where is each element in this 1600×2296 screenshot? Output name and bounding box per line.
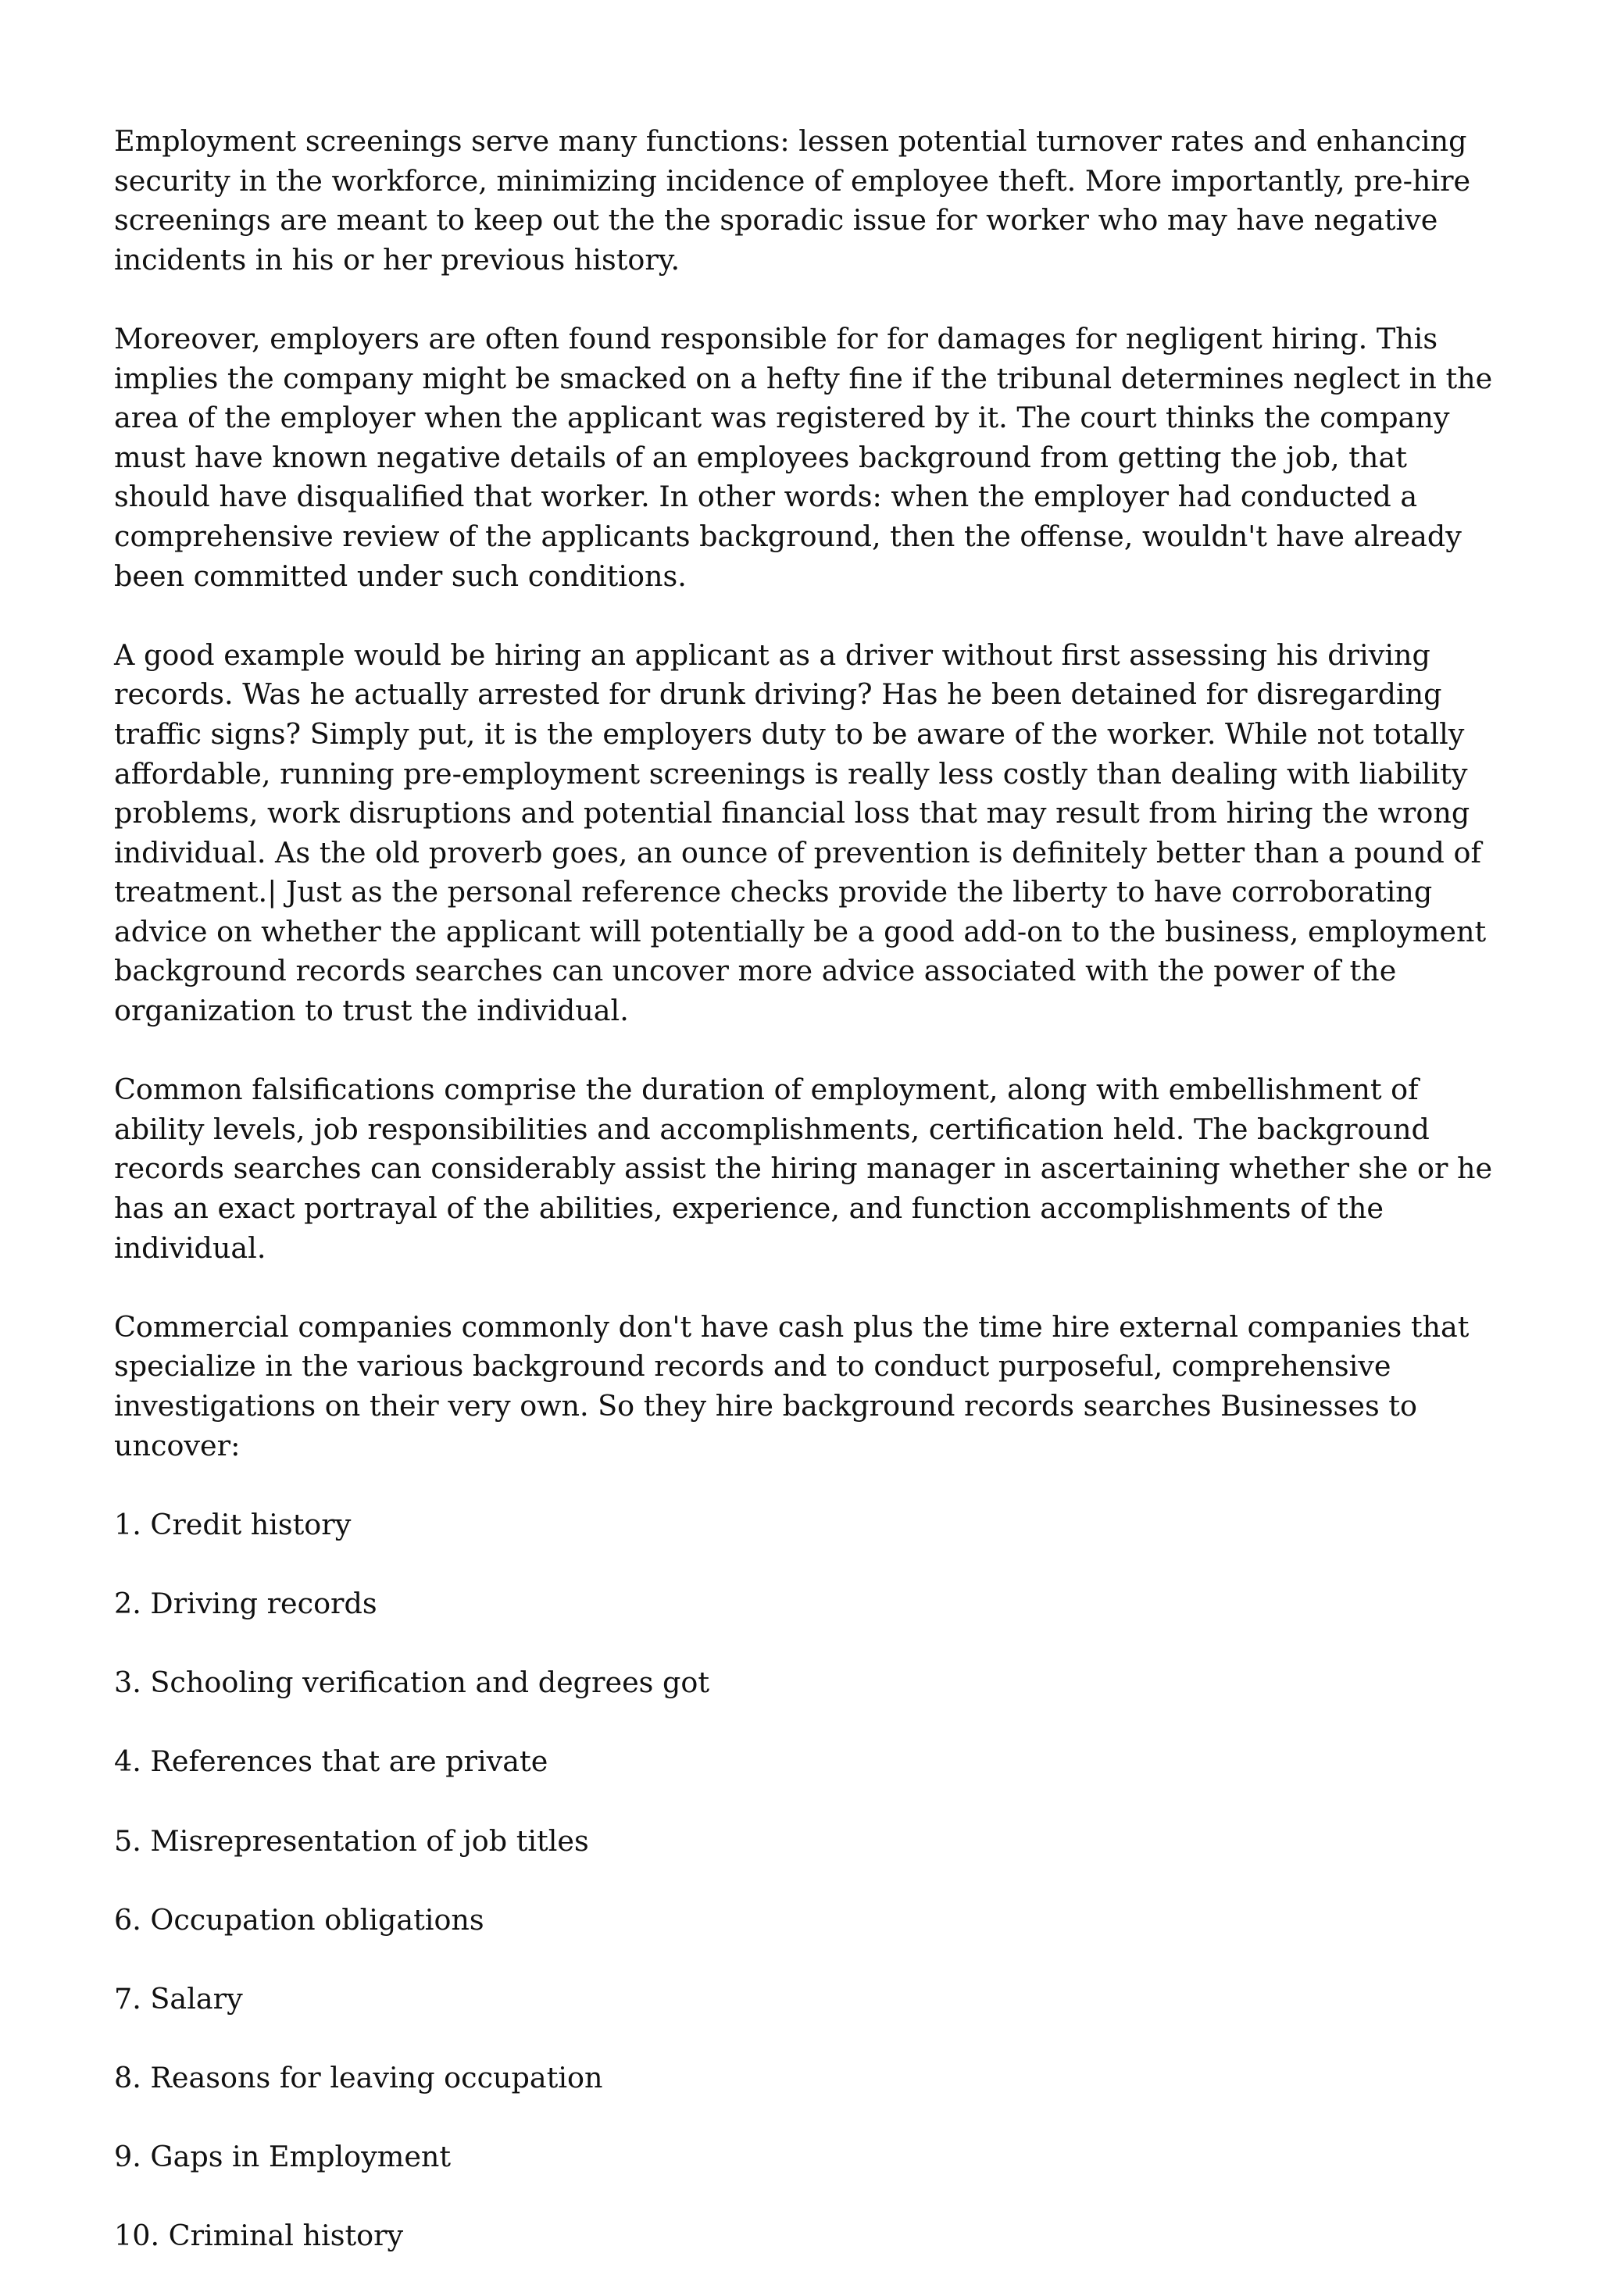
paragraph-negligent-hiring: Moreover, employers are often found responsible for for damages for negligent hiring. This implies the company might be smacked on a hefty fine if the tribunal determines neglect in the area of the employer when the applicant was registered by it. The court thinks the company must have known negative details of an employees background from getting the job, that should have disqualified that worker. In other words: when the employer had conducted a comprehensive review of the applicants background, then the offense, wouldn't have already been committed under such conditions. bbox=[114, 321, 1493, 593]
list-item-criminal-history: 10. Criminal history bbox=[114, 2219, 404, 2253]
list-item-credit-history: 1. Credit history bbox=[114, 1507, 352, 1541]
list-item-salary: 7. Salary bbox=[114, 1981, 243, 2016]
paragraph-screenings-intro: Employment screenings serve many functions: lessen potential turnover rates and enhancing security in the workforce, minimizing incidence of employee theft. More importantly, pre-hire screenings are meant to keep out the the sporadic issue for worker who may have negative incidents in his or her previous history. bbox=[114, 124, 1471, 277]
list-item-driving-records: 2. Driving records bbox=[114, 1586, 377, 1620]
list-item-occupation-obligations: 6. Occupation obligations bbox=[114, 1902, 484, 1937]
paragraph-commercial-companies: Commercial companies commonly don't have cash plus the time hire external companies that specialize in the various background records and to conduct purposeful, comprehensive investigations on their very own. So they hire background records searches Businesses to uncover: bbox=[114, 1309, 1470, 1462]
background-check-list bbox=[114, 1505, 1497, 2256]
list-item-private-references: 4. References that are private bbox=[114, 1744, 548, 1779]
list-item-job-titles: 5. Misrepresentation of job titles bbox=[114, 1823, 589, 1858]
list-item-employment-gaps: 9. Gaps in Employment bbox=[114, 2140, 452, 2174]
list-item-reasons-leaving: 8. Reasons for leaving occupation bbox=[114, 2061, 603, 2095]
paragraph-driver-example: A good example would be hiring an applicant as a driver without first assessing his driving records. Was he actually arrested for drunk driving? Has he been detained for disregarding traffic signs? Simply put, it is the employers duty to be aware of the worker. While not totally affordable, running pre-employment screenings is really less costly than dealing with liability problems, work disruptions and potential financial loss that may result from hiring the wrong individual. As the old proverb goes, an ounce of prevention is definitely better than a pound of treatment.| Just as the personal reference checks provide the liberty to have corroborating advice on whether the applicant will potentially be a good add-on to the business, employment background records searches can uncover more advice associated with the power of the organization to trust the individual. bbox=[114, 637, 1487, 1028]
list-item-schooling-verification: 3. Schooling verification and degrees got bbox=[114, 1666, 710, 1700]
paragraph-common-falsifications: Common falsifications comprise the duration of employment, along with embellishment of ability levels, job responsibilities and accomplishments, certification held. The background records searches can considerably assist the hiring manager in ascertaining whether she or he has an exact portrayal of the abilities, experience, and function accomplishments of the individual. bbox=[114, 1073, 1493, 1265]
document-body bbox=[114, 122, 1497, 2296]
